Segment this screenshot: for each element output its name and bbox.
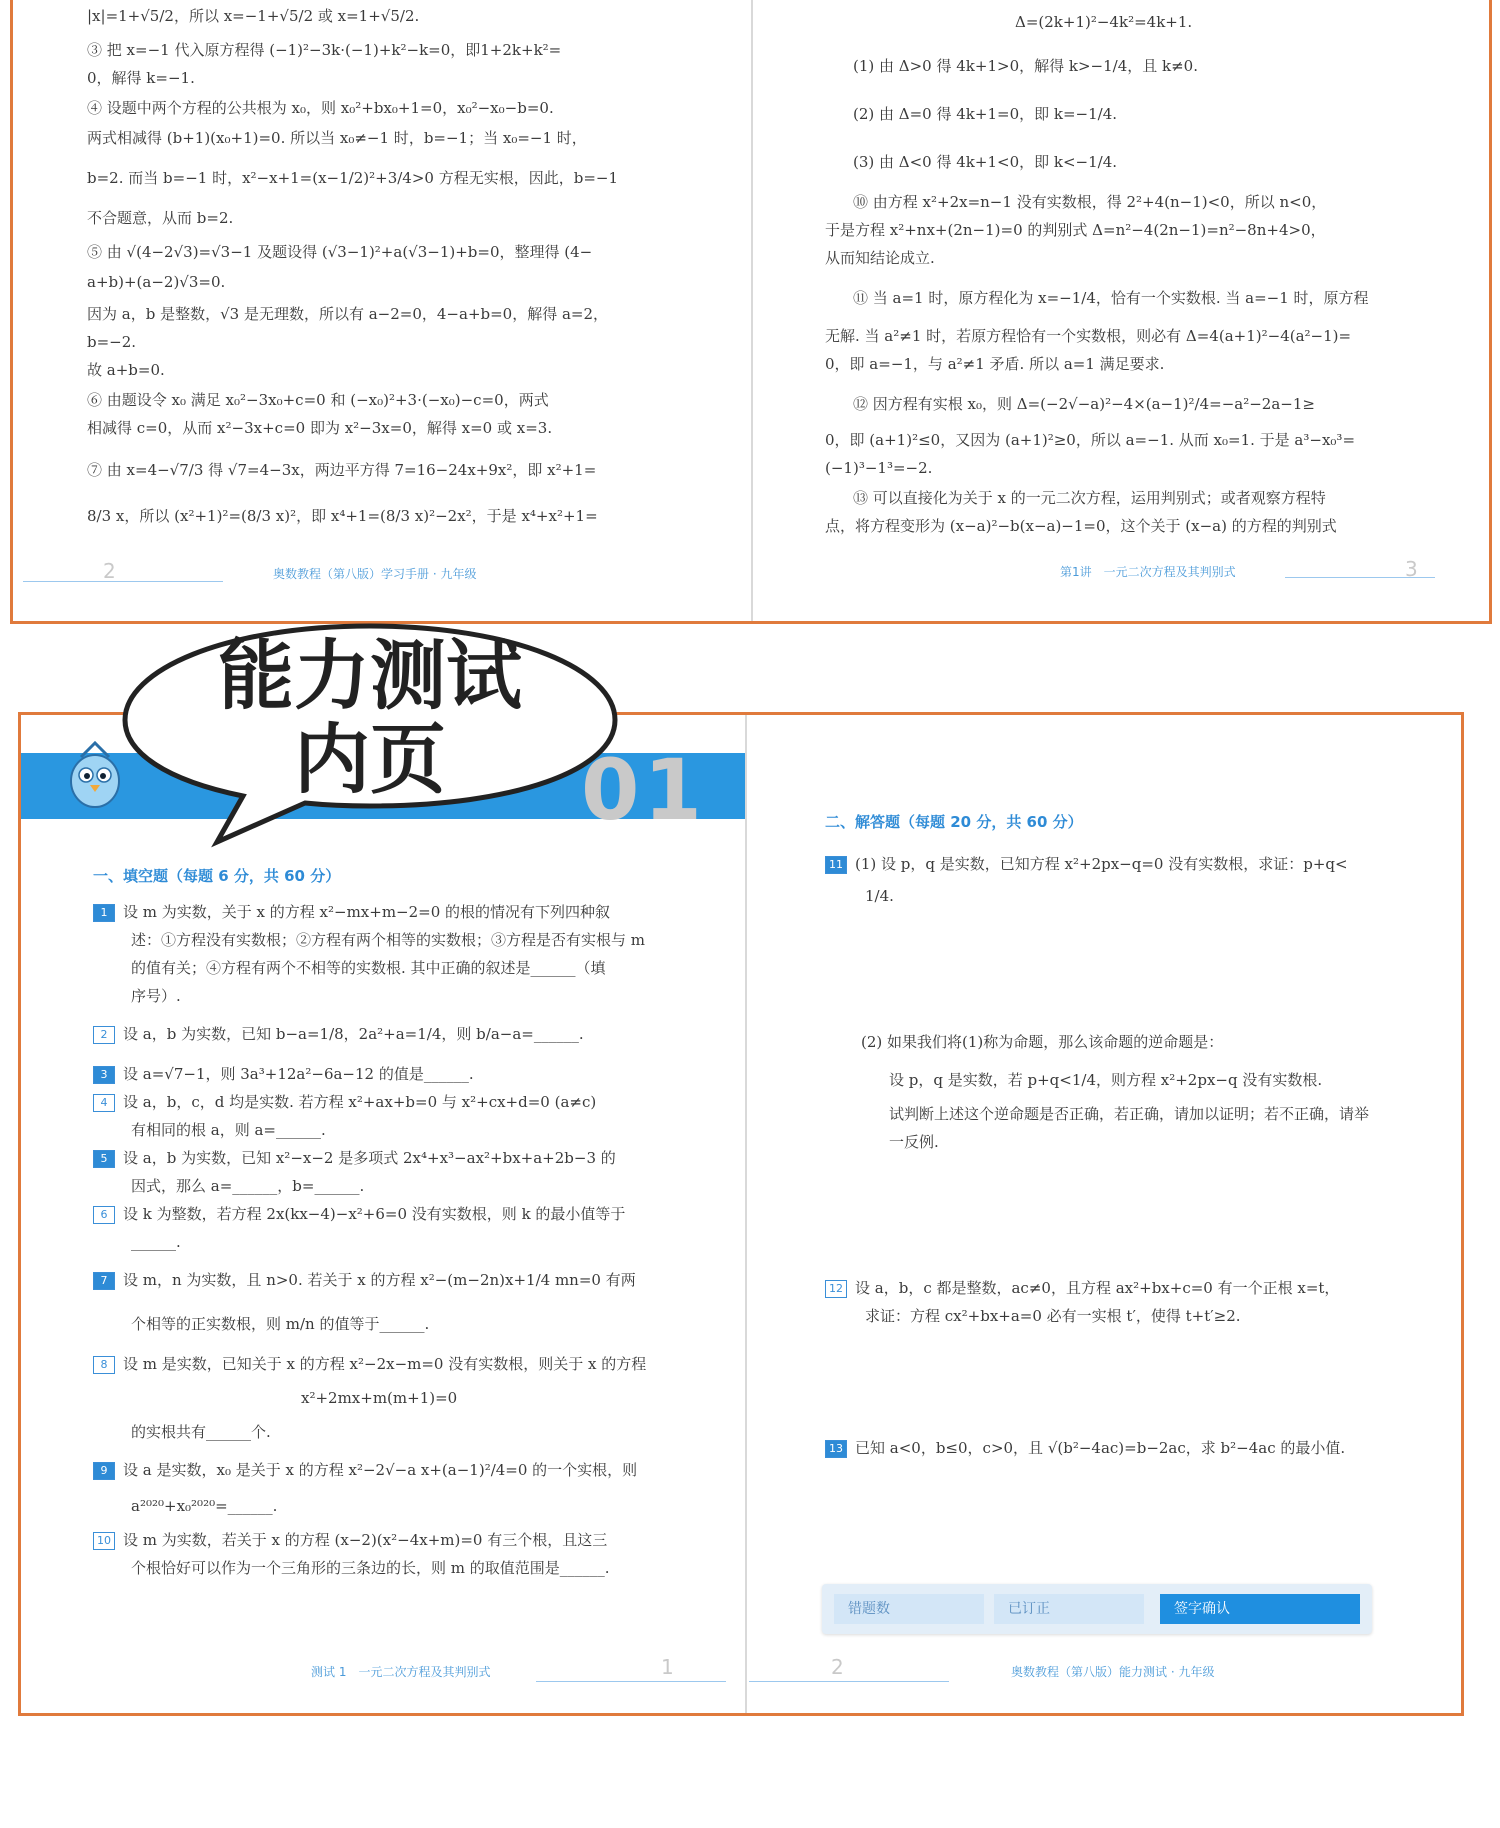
footer-rule xyxy=(23,581,223,582)
question-text: 个相等的正实数根，则 m/n 的值等于______. xyxy=(131,1315,430,1333)
question-text: 设 a 是实数，x₀ 是关于 x 的方程 x²−2√−a x+(a−1)²/4=0 的一个实根，则 xyxy=(123,1461,638,1479)
text-line: 于是方程 x²+nx+(2n−1)=0 的判别式 Δ=n²−4(2n−1)=n²−8n+4>0， xyxy=(825,221,1326,239)
text-line: |x|=1+√5/2，所以 x=−1+√5/2 或 x=1+√5/2. xyxy=(87,7,420,25)
text-line: 因为 a，b 是整数，√3 是无理数，所以有 a−2=0，4−a+b=0，解得 a=2， xyxy=(87,305,609,323)
text-line: 两式相减得 (b+1)(x₀+1)=0. 所以当 x₀≠−1 时，b=−1；当 x₀=−1 时， xyxy=(87,129,587,147)
page-number: 2 xyxy=(831,1655,844,1679)
question-number: 3 xyxy=(93,1066,115,1084)
question-text: 的实根共有______个. xyxy=(131,1423,271,1441)
question-text: 有相同的根 a，则 a=______. xyxy=(131,1121,326,1139)
bottom-right-page xyxy=(749,715,1461,1713)
question-11 xyxy=(825,851,1348,878)
question-number: 6 xyxy=(93,1206,115,1224)
question-text: 设 a，b 为实数，已知 x²−x−2 是多项式 2x⁴+x³−ax²+bx+a+2b−3 的 xyxy=(123,1149,616,1167)
page-gutter xyxy=(751,0,753,621)
text-line: (3) 由 Δ<0 得 4k+1<0，即 k<−1/4. xyxy=(853,153,1118,171)
top-right-page xyxy=(755,0,1491,621)
grading-status-bar xyxy=(822,1584,1372,1634)
question-text: 设 a，b，c 都是整数，ac≠0，且方程 ax²+bx+c=0 有一个正根 x=t， xyxy=(855,1279,1340,1297)
page-footer: 奥数教程（第八版）学习手册 · 九年级 xyxy=(273,567,477,581)
text-line: (1) 由 Δ>0 得 4k+1>0，解得 k>−1/4，且 k≠0. xyxy=(853,57,1198,75)
question-7 xyxy=(93,1267,636,1294)
question-text: a²⁰²⁰+x₀²⁰²⁰=______. xyxy=(131,1497,278,1515)
question-number: 8 xyxy=(93,1356,115,1374)
question-3 xyxy=(93,1061,474,1088)
question-9 xyxy=(93,1457,637,1484)
question-number: 9 xyxy=(93,1462,115,1480)
corrected-field: 已订正 xyxy=(994,1594,1144,1624)
question-text: 个根恰好可以作为一个三角形的三条边的长，则 m 的取值范围是______. xyxy=(131,1559,610,1577)
question-5 xyxy=(93,1145,616,1172)
page-gutter xyxy=(745,715,747,1713)
question-text: 1/4. xyxy=(865,887,894,905)
question-number: 13 xyxy=(825,1440,847,1458)
question-number: 7 xyxy=(93,1272,115,1290)
text-line: 不合题意，从而 b=2. xyxy=(87,209,234,227)
question-text: 设 m 为实数，关于 x 的方程 x²−mx+m−2=0 的根的情况有下列四种叙 xyxy=(123,903,611,921)
question-number: 12 xyxy=(825,1280,847,1298)
page-footer: 第1讲 一元二次方程及其判别式 xyxy=(1060,565,1236,579)
page-footer: 奥数教程（第八版）能力测试 · 九年级 xyxy=(1011,1665,1215,1679)
text-line: b=2. 而当 b=−1 时，x²−x+1=(x−1/2)²+3/4>0 方程无实根，因此，b=−1 xyxy=(87,169,619,187)
text-line: ④ 设题中两个方程的公共根为 x₀，则 x₀²+bx₀+1=0，x₀²−x₀−b=0. xyxy=(87,99,554,117)
text-line: 点，将方程变形为 (x−a)²−b(x−a)−1=0，这个关于 (x−a) 的方程的判别式 xyxy=(825,517,1337,535)
text-line: ⑩ 由方程 x²+2x=n−1 没有实数根，得 2²+4(n−1)<0，所以 n<0， xyxy=(853,193,1327,211)
question-text: 试判断上述这个逆命题是否正确，若正确，请加以证明；若不正确，请举 xyxy=(889,1105,1370,1123)
question-text: (2) 如果我们将(1)称为命题，那么该命题的逆命题是： xyxy=(861,1033,1224,1051)
section-title: 二、解答题（每题 20 分，共 60 分） xyxy=(825,813,1083,831)
page-number: 1 xyxy=(661,1655,674,1679)
question-text: 设 m 是实数，已知关于 x 的方程 x²−2x−m=0 没有实数根，则关于 x 的方程 xyxy=(123,1355,647,1373)
section-title: 一、填空题（每题 6 分，共 60 分） xyxy=(93,867,341,885)
question-text: 设 a，b 为实数，已知 b−a=1/8，2a²+a=1/4，则 b/a−a=______. xyxy=(123,1025,584,1043)
top-book-spread xyxy=(10,0,1492,624)
question-text: 设 a=√7−1，则 3a³+12a²−6a−12 的值是______. xyxy=(123,1065,474,1083)
text-line: ③ 把 x=−1 代入原方程得 (−1)²−3k·(−1)+k²−k=0，即1+2k+k²= xyxy=(87,41,562,59)
question-12 xyxy=(825,1275,1339,1302)
question-text: 的值有关；④方程有两个不相等的实数根. 其中正确的叙述是______（填 xyxy=(131,959,606,977)
question-text: 设 k 为整数，若方程 2x(kx−4)−x²+6=0 没有实数根，则 k 的最小值等于 xyxy=(123,1205,626,1223)
question-text: 一反例. xyxy=(889,1133,939,1151)
signature-confirm-field: 签字确认 xyxy=(1160,1594,1360,1624)
text-line: (−1)³−1³=−2. xyxy=(825,459,933,477)
text-line: (2) 由 Δ=0 得 4k+1=0，即 k=−1/4. xyxy=(853,105,1118,123)
question-text: ______. xyxy=(131,1233,181,1251)
text-line: 0，解得 k=−1. xyxy=(87,69,195,87)
text-line: b=−2. xyxy=(87,333,137,351)
test-number: 01 xyxy=(581,741,706,839)
footer-rule xyxy=(749,1681,949,1682)
page-number: 3 xyxy=(1405,557,1418,581)
question-number: 4 xyxy=(93,1094,115,1112)
question-number: 11 xyxy=(825,856,847,874)
bottom-book-spread xyxy=(18,712,1464,1716)
text-line: 0，即 (a+1)²≤0，又因为 (a+1)²≥0，所以 a=−1. 从而 x₀=1. 于是 a³−x₀³= xyxy=(825,431,1356,449)
wrong-count-field: 错题数 xyxy=(834,1594,984,1624)
text-line: 故 a+b=0. xyxy=(87,361,165,379)
question-text: 述：①方程没有实数根；②方程有两个相等的实数根；③方程是否有实根与 m xyxy=(131,931,645,949)
question-text: (1) 设 p，q 是实数，已知方程 x²+2px−q=0 没有实数根，求证：p+q< xyxy=(855,855,1348,873)
question-2 xyxy=(93,1021,584,1048)
text-line: 0，即 a=−1，与 a²≠1 矛盾. 所以 a=1 满足要求. xyxy=(825,355,1165,373)
page-number: 2 xyxy=(103,559,116,583)
top-left-page xyxy=(13,0,753,621)
question-number: 5 xyxy=(93,1150,115,1168)
question-text: 序号）. xyxy=(131,987,181,1005)
text-line: 无解. 当 a²≠1 时，若原方程恰有一个实数根，则必有 Δ=4(a+1)²−4(a²−1)= xyxy=(825,327,1352,345)
text-line: ⑤ 由 √(4−2√3)=√3−1 及题设得 (√3−1)²+a(√3−1)+b=0，整理得 (4− xyxy=(87,243,593,261)
question-text: 设 m，n 为实数，且 n>0. 若关于 x 的方程 x²−(m−2n)x+1/4 mn=0 有两 xyxy=(123,1271,636,1289)
text-line: ⑫ 因方程有实根 x₀，则 Δ=(−2√−a)²−4×(a−1)²/4=−a²−2a−1≥ xyxy=(853,395,1315,413)
bubble-title-line-2: 内页 xyxy=(294,715,446,804)
text-line: 8/3 x，所以 (x²+1)²=(8/3 x)²，即 x⁴+1=(8/3 x)²−2x²，于是 x⁴+x²+1= xyxy=(87,507,598,525)
question-4 xyxy=(93,1089,596,1116)
text-line: Δ=(2k+1)²−4k²=4k+1. xyxy=(1015,13,1193,31)
question-text: 设 m 为实数，若关于 x 的方程 (x−2)(x²−4x+m)=0 有三个根，且这三 xyxy=(123,1531,608,1549)
bottom-left-page xyxy=(21,715,747,1713)
page-footer: 测试 1 一元二次方程及其判别式 xyxy=(311,1665,491,1679)
question-number: 2 xyxy=(93,1026,115,1044)
text-line: ⑦ 由 x=4−√7/3 得 √7=4−3x，两边平方得 7=16−24x+9x²，即 x²+1= xyxy=(87,461,597,479)
text-line: ⑪ 当 a=1 时，原方程化为 x=−1/4，恰有一个实数根. 当 a=−1 时，原方程 xyxy=(853,289,1369,307)
question-8 xyxy=(93,1351,646,1378)
text-line: a+b)+(a−2)√3=0. xyxy=(87,273,226,291)
question-text: 求证：方程 cx²+bx+a=0 必有一实根 t′，使得 t+t′≥2. xyxy=(865,1307,1241,1325)
question-number: 10 xyxy=(93,1532,115,1550)
question-6 xyxy=(93,1201,625,1228)
footer-rule xyxy=(536,1681,726,1682)
callout-bubble xyxy=(115,620,625,848)
question-text: 设 a，b，c，d 均是实数. 若方程 x²+ax+b=0 与 x²+cx+d=0 (a≠c) xyxy=(123,1093,597,1111)
question-equation: x²+2mx+m(m+1)=0 xyxy=(301,1389,458,1407)
question-text: 设 p，q 是实数，若 p+q<1/4，则方程 x²+2px−q 没有实数根. xyxy=(889,1071,1323,1089)
question-13 xyxy=(825,1435,1345,1462)
text-line: ⑥ 由题设令 x₀ 满足 x₀²−3x₀+c=0 和 (−x₀)²+3·(−x₀)−c=0，两式 xyxy=(87,391,549,409)
text-line: 从而知结论成立. xyxy=(825,249,935,267)
question-text: 已知 a<0，b≤0，c>0，且 √(b²−4ac)=b−2ac，求 b²−4ac 的最小值. xyxy=(855,1439,1346,1457)
text-line: 相减得 c=0，从而 x²−3x+c=0 即为 x²−3x=0，解得 x=0 或 x=3. xyxy=(87,419,553,437)
text-line: ⑬ 可以直接化为关于 x 的一元二次方程，运用判别式；或者观察方程特 xyxy=(853,489,1326,507)
question-1 xyxy=(93,899,610,926)
bubble-title-line-1: 能力测试 xyxy=(218,631,522,720)
question-number: 1 xyxy=(93,904,115,922)
question-text: 因式，那么 a=______，b=______. xyxy=(131,1177,365,1195)
question-10 xyxy=(93,1527,607,1554)
